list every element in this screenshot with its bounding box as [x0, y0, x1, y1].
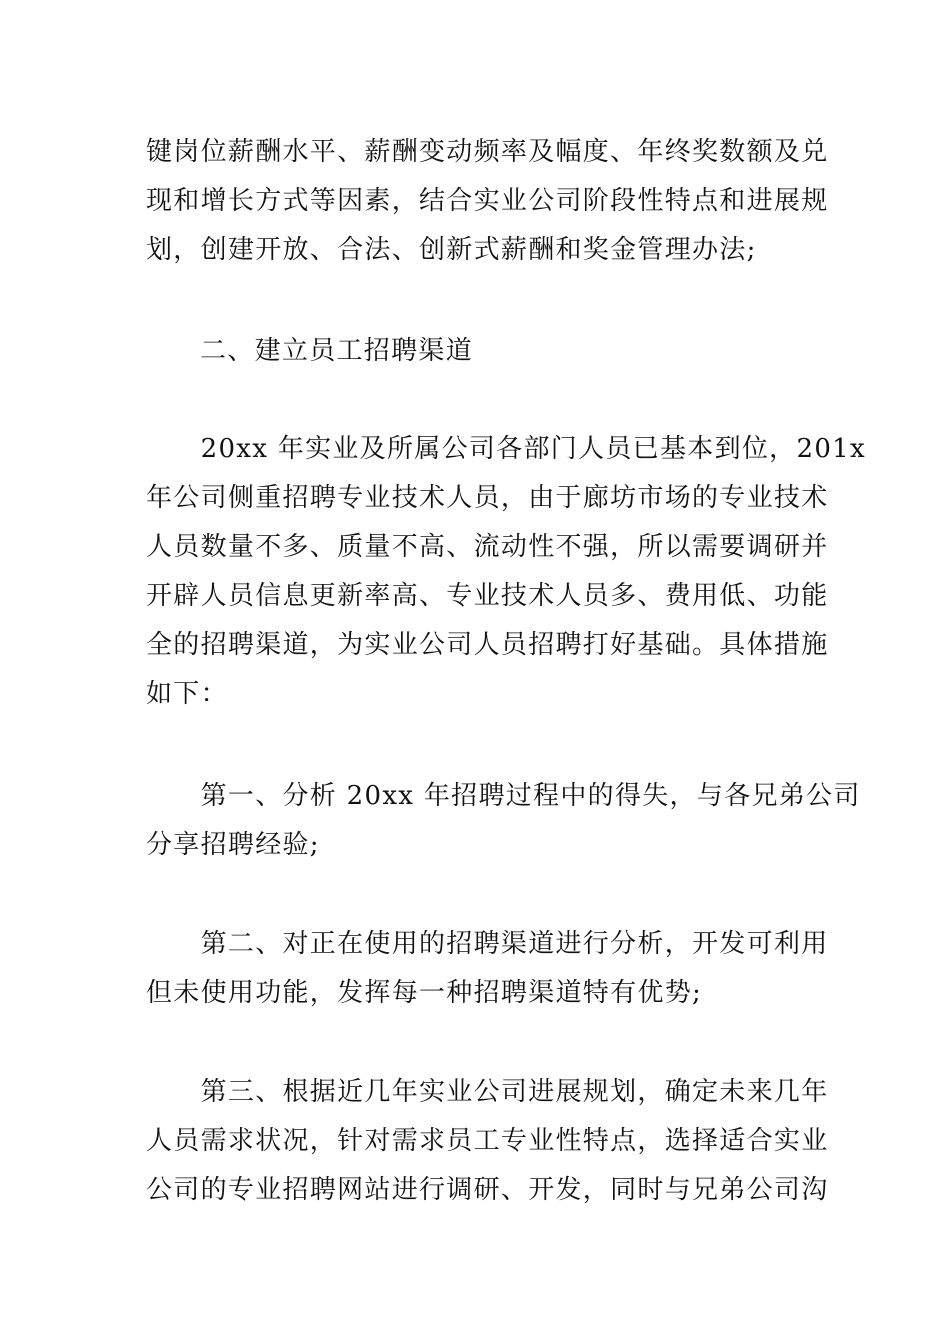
text-line: 年公司侧重招聘专业技术人员，由于廊坊市场的专业技术 [146, 483, 829, 513]
text-line: 键岗位薪酬水平、薪酬变动频率及幅度、年终奖数额及兑 [146, 137, 829, 167]
text-line: 开辟人员信息更新率高、专业技术人员多、费用低、功能 [146, 581, 829, 611]
text-line: 分享招聘经验; [146, 830, 320, 860]
paragraph-measure-one [146, 772, 861, 870]
paragraph-measure-three [146, 1068, 829, 1215]
paragraph-measure-two [146, 920, 829, 1018]
text-line: 但未使用功能，发挥每一种招聘渠道特有优势; [146, 978, 703, 1008]
text-line: 如下： [146, 679, 228, 709]
text-line: 第二、对正在使用的招聘渠道进行分析，开发可利用 [146, 929, 829, 959]
text-line: 第一、分析 20xx 年招聘过程中的得失，与各兄弟公司 [146, 781, 861, 811]
text-line: 第三、根据近几年实业公司进展规划，确定未来几年 [146, 1077, 829, 1107]
paragraph-recruitment-overview [146, 425, 866, 719]
text-line: 20xx 年实业及所属公司各部门人员已基本到位，201x [146, 434, 866, 464]
text-line: 全的招聘渠道，为实业公司人员招聘打好基础。具体措施 [146, 630, 829, 660]
text-line: 划，创建开放、合法、创新式薪酬和奖金管理办法; [146, 235, 757, 265]
section-heading: 二、建立员工招聘渠道 [200, 336, 474, 366]
text-line: 现和增长方式等因素，结合实业公司阶段性特点和进展规 [146, 186, 829, 216]
text-line: 公司的专业招聘网站进行调研、开发，同时与兄弟公司沟 [146, 1175, 829, 1205]
text-line: 人员数量不多、质量不高、流动性不强，所以需要调研并 [146, 532, 829, 562]
paragraph-salary-plan [146, 128, 829, 275]
text-line: 人员需求状况，针对需求员工专业性特点，选择适合实业 [146, 1126, 829, 1156]
